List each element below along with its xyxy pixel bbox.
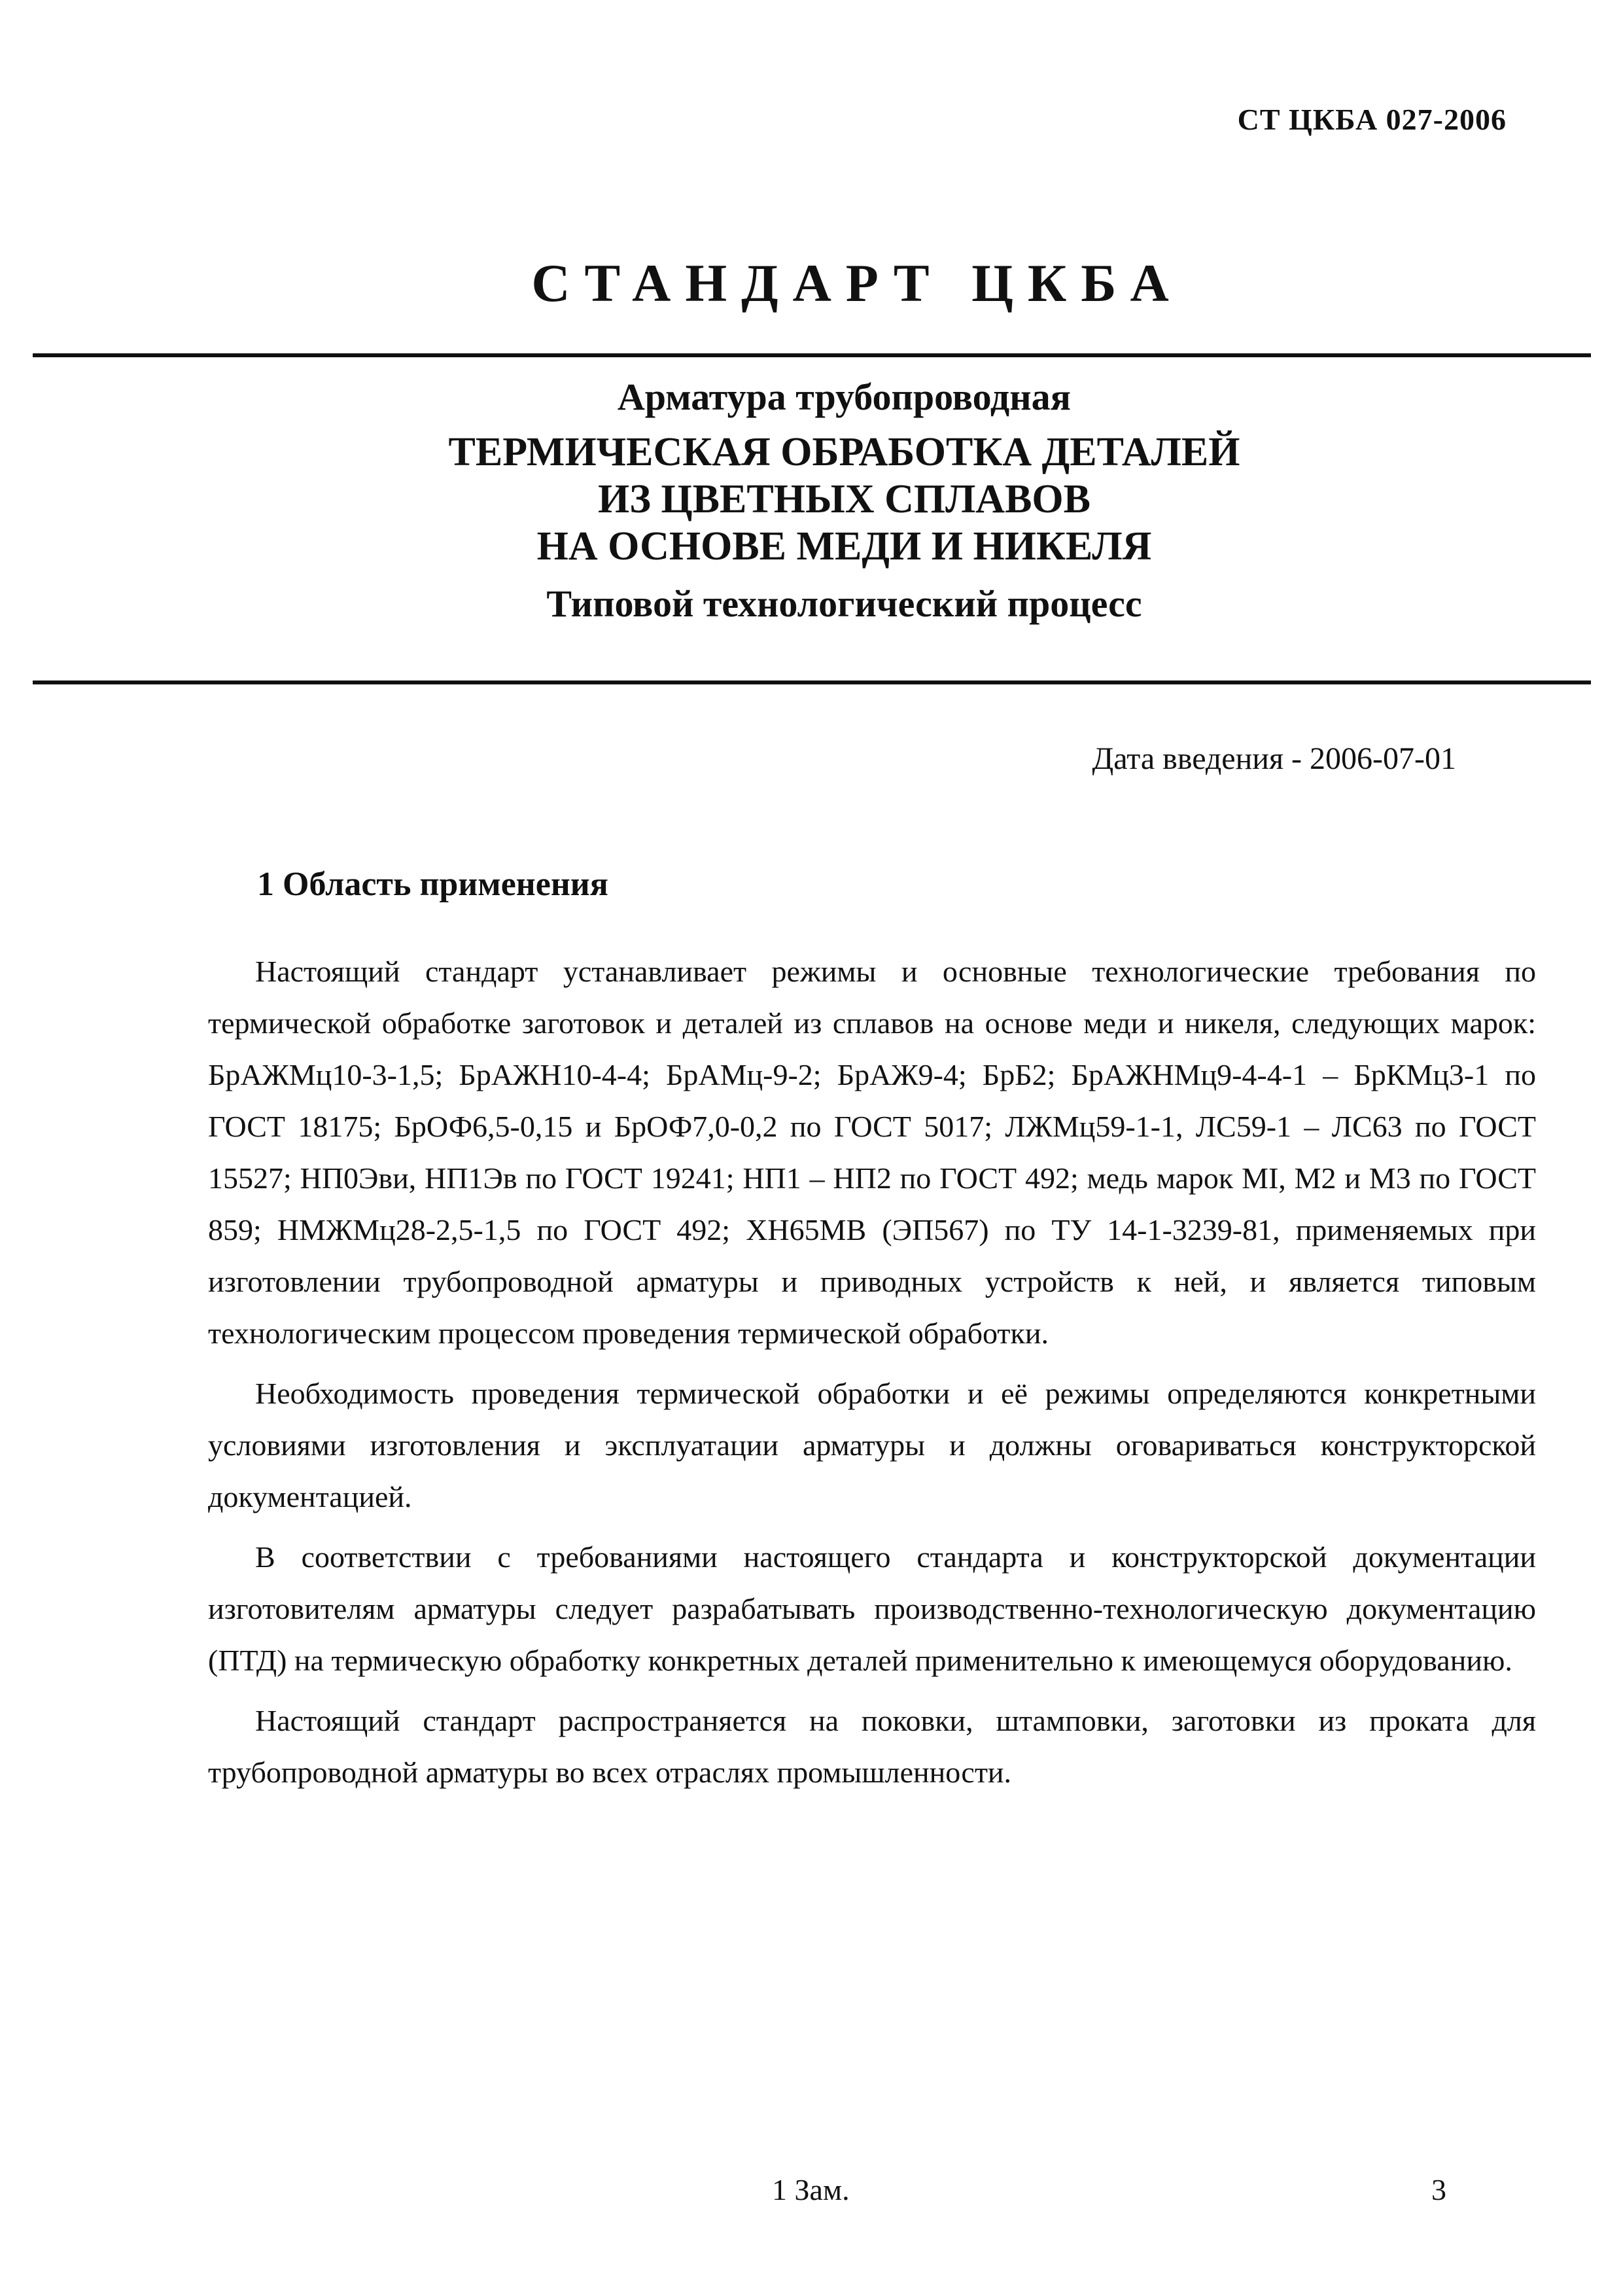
- standard-heading: СТАНДАРТ ЦКБА: [531, 253, 1183, 313]
- top-divider: [33, 353, 1591, 357]
- page-number: 3: [1431, 2173, 1446, 2206]
- title-main-line-3: НА ОСНОВЕ МЕДИ И НИКЕЛЯ: [536, 524, 1152, 569]
- paragraph-scope: Настоящий стандарт устанавливает режимы и основные технологические требования по термической обработке заготовок и деталей из сплавов на основе меди и никеля, следующих марок: БрАЖМц10-3-1,5; БрАЖН10-4-4; БрАМц-9-2; БрАЖ9-4; БрБ2; БрАЖНМц9-4-4-1 – БрКМц3-1 по ГОСТ 18175; БрОФ6,5-0,15 и БрОФ7,0-0,2 по ГОСТ 5017; ЛЖМц59-1-1, ЛС59-1 – ЛС63 по ГОСТ 15527; НП0Эви, НП1Эв по ГОСТ 19241; НП1 – НП2 по ГОСТ 492; медь марок МI, М2 и М3 по ГОСТ 859; НМЖМц28-2,5-1,5 по ГОСТ 492; ХН65МВ (ЭП567) по ТУ 14-1-3239-81, применяемых при изготовлении трубопроводной арматуры и приводных устройств к ней, и является типовым технологическим процессом проведения термической обработки.: [208, 955, 1536, 1350]
- title-category: Арматура трубопроводная: [617, 376, 1072, 418]
- section-body: [208, 945, 1536, 1807]
- title-main-line-1: ТЕРМИЧЕСКАЯ ОБРАБОТКА ДЕТАЛЕЙ: [448, 430, 1240, 474]
- paragraph-necessity: Необходимость проведения термической обработки и её режимы определяются конкретными условиями изготовления и эксплуатации арматуры и должны оговариваться конструкторской документацией.: [208, 1377, 1536, 1513]
- section-heading: 1 Область применения: [257, 866, 608, 903]
- title-block: [0, 370, 1623, 631]
- introduction-date: Дата введения - 2006-07-01: [1092, 741, 1456, 776]
- bottom-divider: [33, 680, 1591, 684]
- paragraph-ptd: В соответствии с требованиями настоящего стандарта и конструкторской документации изготовителям арматуры следует разрабатывать производственно-технологическую документацию (ПТД) на термическую обработку конкретных деталей применительно к имеющемуся оборудованию.: [208, 1540, 1536, 1677]
- title-main-line-2: ИЗ ЦВЕТНЫХ СПЛАВОВ: [597, 477, 1091, 521]
- title-subtitle: Типовой технологический процесс: [546, 582, 1142, 625]
- amendment-note: 1 Зам.: [772, 2173, 850, 2206]
- document-code: СТ ЦКБА 027-2006: [1237, 103, 1507, 136]
- paragraph-applicability: Настоящий стандарт распространяется на поковки, штамповки, заготовки из проката для трубопроводной арматуры во всех отраслях промышленности.: [208, 1704, 1536, 1789]
